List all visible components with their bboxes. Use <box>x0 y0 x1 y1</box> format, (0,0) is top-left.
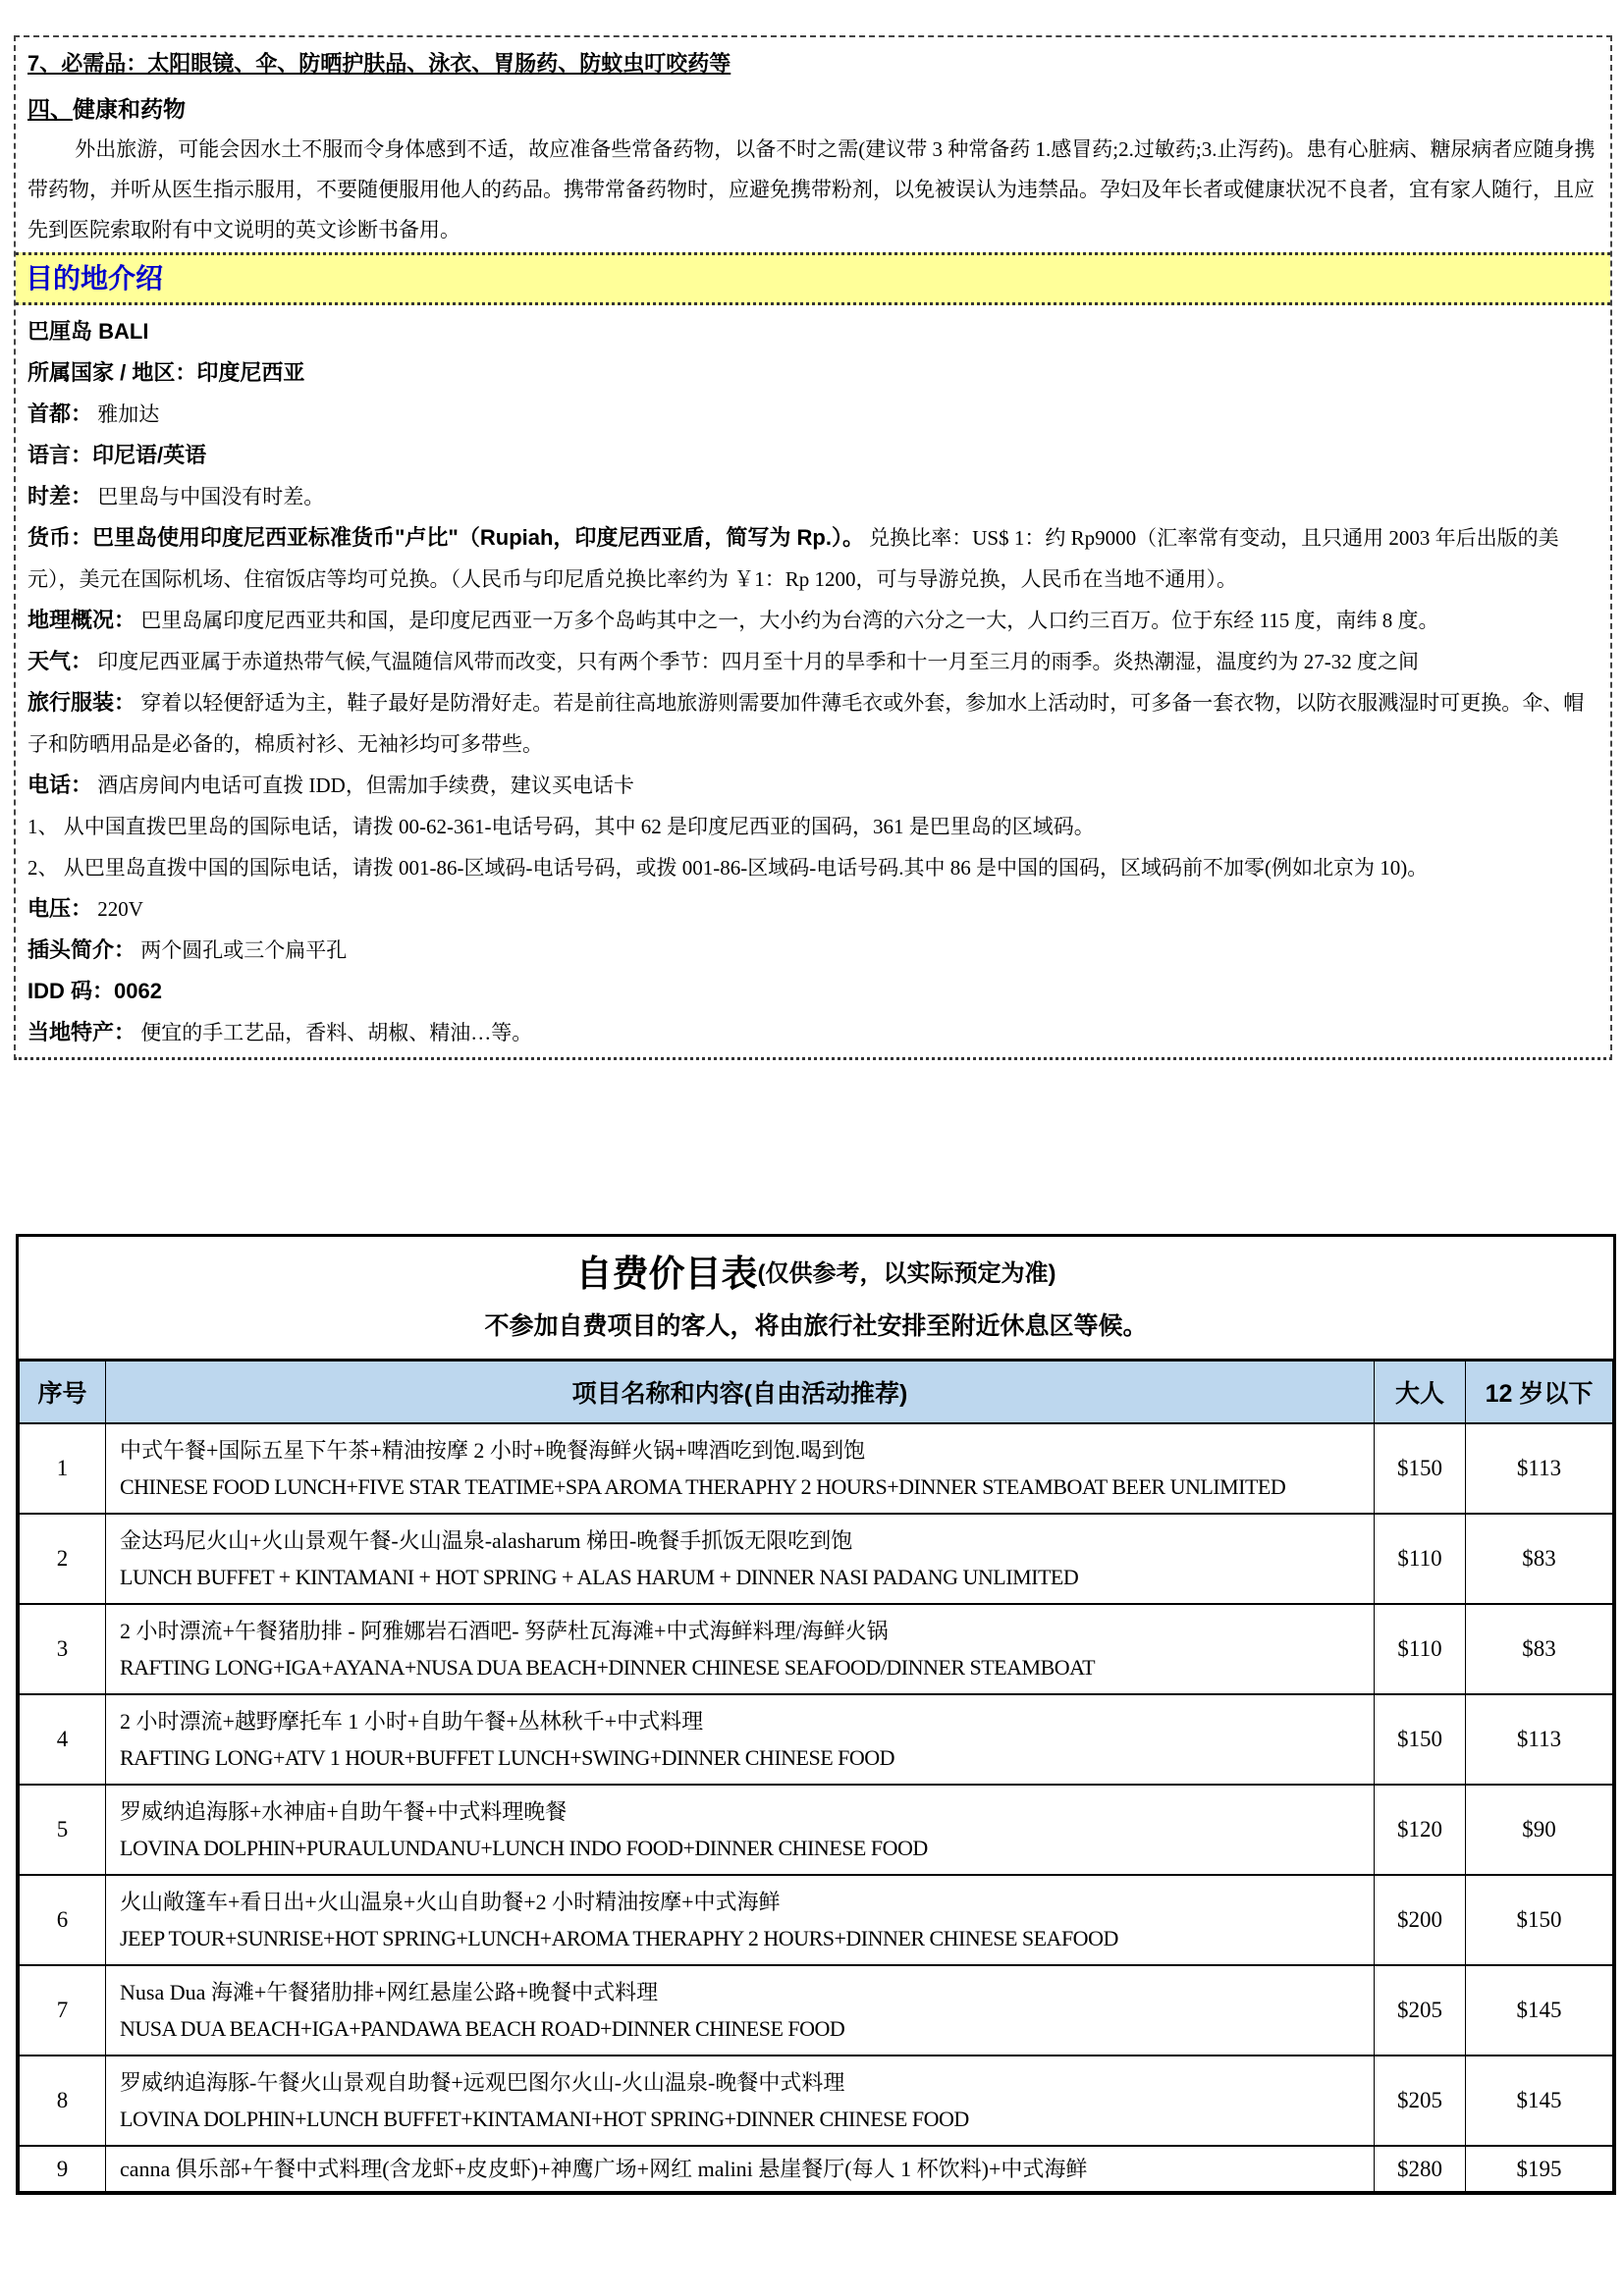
destination-info-line <box>27 847 1598 888</box>
row-number: 9 <box>20 2146 106 2192</box>
price-table-row <box>20 1604 1613 1694</box>
child-price: $145 <box>1466 1965 1613 2056</box>
price-table-row <box>20 2146 1613 2192</box>
child-price: $113 <box>1466 1694 1613 1785</box>
destination-info-section <box>16 305 1610 1057</box>
necessities-line: 7、必需品：太阳眼镜、伞、防晒护肤品、泳衣、胃肠药、防蚊虫叮咬药等 <box>27 51 731 76</box>
child-price: $83 <box>1466 1514 1613 1604</box>
price-table-title-note: (仅供参考，以实际预定为准) <box>757 1260 1056 1287</box>
item-name-chinese: 中式午餐+国际五星下午茶+精油按摩 2 小时+晚餐海鲜火锅+啤酒吃到饱.喝到饱 <box>120 1438 866 1463</box>
destination-info-text: 印度尼西亚属于赤道热带气候,气温随信风带而改变，只有两个季节：四月至十月的旱季和十一月至三月的雨季。炎热潮湿，温度约为 27-32 度之间 <box>92 650 1420 673</box>
column-header-adult: 大人 <box>1375 1362 1466 1424</box>
row-number: 7 <box>20 1965 106 2056</box>
destination-info-line <box>27 600 1598 641</box>
adult-price: $205 <box>1375 1965 1466 2056</box>
destination-info-label: 货币：巴里岛使用印度尼西亚标准货币"卢比"（Rupiah，印度尼西亚盾，简写为 Rp.）。 <box>27 525 864 550</box>
health-section-title: 健康和药物 <box>73 96 186 122</box>
destination-info-line <box>27 682 1598 765</box>
adult-price: $205 <box>1375 2056 1466 2146</box>
adult-price: $150 <box>1375 1694 1466 1785</box>
item-name-english: NUSA DUA BEACH+IGA+PANDAWA BEACH ROAD+DINNER CHINESE FOOD <box>120 2016 845 2041</box>
column-header-child: 12 岁以下 <box>1466 1362 1613 1424</box>
item-name-english: LOVINA DOLPHIN+LUNCH BUFFET+KINTAMANI+HOT SPRING+DINNER CHINESE FOOD <box>120 2107 969 2131</box>
destination-info-text: 穿着以轻便舒适为主，鞋子最好是防滑好走。若是前往高地旅游则需要加件薄毛衣或外套，参加水上活动时，可多备一套衣物，以防衣服溅湿时可更换。伞、帽子和防晒用品是必备的，棉质衬衫、无袖衫均可多带些。 <box>27 691 1585 756</box>
row-number: 8 <box>20 2056 106 2146</box>
destination-info-line <box>27 930 1598 971</box>
child-price: $90 <box>1466 1785 1613 1875</box>
item-name-english: RAFTING LONG+ATV 1 HOUR+BUFFET LUNCH+SWING+DINNER CHINESE FOOD <box>120 1745 895 1770</box>
item-name-english: CHINESE FOOD LUNCH+FIVE STAR TEATIME+SPA AROMA THERAPHY 2 HOURS+DINNER STEAMBOAT BEER UNLIMITED <box>120 1474 1286 1499</box>
price-table-row <box>20 1875 1613 1965</box>
item-name-chinese: 罗威纳追海豚-午餐火山景观自助餐+远观巴图尔火山-火山温泉-晚餐中式料理 <box>120 2070 845 2095</box>
price-table-row <box>20 1514 1613 1604</box>
child-price: $113 <box>1466 1423 1613 1514</box>
destination-info-label: IDD 码：0062 <box>27 979 162 1003</box>
item-name-chinese: Nusa Dua 海滩+午餐猪肋排+网红悬崖公路+晚餐中式料理 <box>120 1980 659 2004</box>
row-item-description <box>106 1965 1375 2056</box>
adult-price: $280 <box>1375 2146 1466 2192</box>
destination-info-label: 插头简介： <box>27 937 136 962</box>
destination-info-line <box>27 641 1598 682</box>
item-name-chinese: canna 俱乐部+午餐中式料理(含龙虾+皮皮虾)+神鹰广场+网红 malini 悬崖餐厅(每人 1 杯饮料)+中式海鲜 <box>120 2157 1088 2181</box>
destination-info-line <box>27 765 1598 806</box>
child-price: $83 <box>1466 1604 1613 1694</box>
destination-info-text: 便宜的手工艺品，香料、胡椒、精油…等。 <box>135 1021 533 1044</box>
destination-info-text: 雅加达 <box>92 402 160 426</box>
destination-info-text: 2、 从巴里岛直拨中国的国际电话，请拨 001-86-区域码-电话号码，或拨 001-86-区域码-电话号码.其中 86 是中国的国码，区域码前不加零(例如北京为 10)。 <box>27 856 1429 880</box>
row-number: 5 <box>20 1785 106 1875</box>
row-item-description <box>106 1694 1375 1785</box>
row-item-description <box>106 1785 1375 1875</box>
destination-intro-banner: 目的地介绍 <box>16 252 1610 305</box>
item-name-chinese: 2 小时漂流+午餐猪肋排 - 阿雅娜岩石酒吧- 努萨杜瓦海滩+中式海鲜料理/海鲜火锅 <box>120 1619 889 1643</box>
price-table <box>19 1361 1613 2192</box>
row-item-description <box>106 2146 1375 2192</box>
destination-info-text: 巴里岛属印度尼西亚共和国，是印度尼西亚一万多个岛屿其中之一，大小约为台湾的六分之一大，人口约三百万。位于东经 115 度，南纬 8 度。 <box>135 609 1439 632</box>
item-name-english: RAFTING LONG+IGA+AYANA+NUSA DUA BEACH+DINNER CHINESE SEAFOOD/DINNER STEAMBOAT <box>120 1655 1096 1680</box>
column-header-no: 序号 <box>20 1362 106 1424</box>
item-name-chinese: 火山敞篷车+看日出+火山温泉+火山自助餐+2 小时精油按摩+中式海鲜 <box>120 1890 781 1914</box>
travel-notes-box <box>14 35 1612 1060</box>
destination-info-line <box>27 311 1598 352</box>
adult-price: $110 <box>1375 1514 1466 1604</box>
adult-price: $200 <box>1375 1875 1466 1965</box>
child-price: $150 <box>1466 1875 1613 1965</box>
item-name-chinese: 2 小时漂流+越野摩托车 1 小时+自助午餐+丛林秋千+中式料理 <box>120 1709 704 1734</box>
destination-info-text: 1、 从中国直拨巴里岛的国际电话，请拨 00-62-361-电话号码，其中 62 是印度尼西亚的国码，361 是巴里岛的区域码。 <box>27 815 1095 838</box>
health-paragraph: 外出旅游，可能会因水土不服而令身体感到不适，故应准备些常备药物，以备不时之需(建议带 3 种常备药 1.感冒药;2.过敏药;3.止泻药)。患有心脏病、糖尿病者应随身携带药物，并听从医生指示服用，不要随便服用他人的药品。携带常备药物时，应避免携带粉剂，以免被误认为违禁品。孕妇及年长者或健康状况不良者，宜有家人随行，且应先到医院索取附有中文说明的英文诊断书备用。 <box>27 137 1596 241</box>
price-table-header-row <box>20 1362 1613 1424</box>
destination-info-label: 巴厘岛 BALI <box>27 319 149 344</box>
item-name-english: LOVINA DOLPHIN+PURAULUNDANU+LUNCH INDO FOOD+DINNER CHINESE FOOD <box>120 1836 928 1860</box>
price-table-title: 自费价目表 <box>575 1254 758 1294</box>
row-item-description <box>106 2056 1375 2146</box>
price-table-row <box>20 1423 1613 1514</box>
destination-info-label: 旅行服装： <box>27 690 136 715</box>
destination-info-line <box>27 888 1598 930</box>
destination-info-label: 电压： <box>27 896 93 921</box>
adult-price: $150 <box>1375 1423 1466 1514</box>
destination-info-line <box>27 1012 1598 1053</box>
destination-info-text: 兑换比率：US$ 1：约 Rp9000（汇率常有变动，且只通用 2003 年后出版的美元），美元在国际机场、住宿饭店等均可兑换。（人民币与印尼盾兑换比率约为 ￥1：Rp 1200，可与导游兑换，人民币在当地不通用）。 <box>27 526 1559 591</box>
column-header-item: 项目名称和内容(自由活动推荐) <box>106 1362 1375 1424</box>
item-name-english: LUNCH BUFFET + KINTAMANI + HOT SPRING + ALAS HARUM + DINNER NASI PADANG UNLIMITED <box>120 1565 1079 1589</box>
row-item-description <box>106 1875 1375 1965</box>
destination-info-label: 所属国家 / 地区：印度尼西亚 <box>27 360 305 385</box>
price-table-row <box>20 1785 1613 1875</box>
destination-info-line <box>27 971 1598 1012</box>
item-name-english: JEEP TOUR+SUNRISE+HOT SPRING+LUNCH+AROMA THERAPHY 2 HOURS+DINNER CHINESE SEAFOOD <box>120 1926 1118 1950</box>
destination-info-label: 首都： <box>27 401 93 426</box>
destination-info-line <box>27 517 1598 600</box>
health-medication-section <box>16 37 1610 252</box>
child-price: $195 <box>1466 2146 1613 2192</box>
row-number: 6 <box>20 1875 106 1965</box>
destination-info-line <box>27 435 1598 476</box>
row-number: 3 <box>20 1604 106 1694</box>
row-item-description <box>106 1604 1375 1694</box>
child-price: $145 <box>1466 2056 1613 2146</box>
adult-price: $120 <box>1375 1785 1466 1875</box>
destination-info-text: 酒店房间内电话可直拨 IDD，但需加手续费，建议买电话卡 <box>92 774 634 797</box>
price-table-header-area <box>19 1237 1613 1361</box>
destination-info-label: 电话： <box>27 773 93 797</box>
row-number: 4 <box>20 1694 106 1785</box>
destination-info-text: 巴里岛与中国没有时差。 <box>92 485 325 508</box>
destination-info-label: 语言：印尼语/英语 <box>27 443 207 467</box>
health-section-number: 四、 <box>27 96 73 122</box>
destination-info-label: 当地特产： <box>27 1020 136 1044</box>
destination-info-label: 天气： <box>27 649 93 673</box>
destination-info-text: 两个圆孔或三个扁平孔 <box>135 938 348 962</box>
price-table-row <box>20 1694 1613 1785</box>
destination-info-line <box>27 352 1598 394</box>
destination-info-label: 时差： <box>27 484 93 508</box>
row-number: 1 <box>20 1423 106 1514</box>
destination-info-line <box>27 806 1598 847</box>
adult-price: $110 <box>1375 1604 1466 1694</box>
destination-info-label: 地理概况： <box>27 608 136 632</box>
health-section-heading <box>27 88 1598 130</box>
row-number: 2 <box>20 1514 106 1604</box>
price-table-row <box>20 2056 1613 2146</box>
row-item-description <box>106 1423 1375 1514</box>
destination-info-line <box>27 394 1598 435</box>
destination-info-line <box>27 476 1598 517</box>
self-paid-price-table <box>16 1234 1616 2195</box>
destination-info-text: 220V <box>92 897 143 921</box>
item-name-chinese: 金达玛尼火山+火山景观午餐-火山温泉-alasharum 梯田-晚餐手抓饭无限吃到饱 <box>120 1528 853 1553</box>
row-item-description <box>106 1514 1375 1604</box>
price-table-subtitle: 不参加自费项目的客人，将由旅行社安排至附近休息区等候。 <box>484 1312 1148 1340</box>
item-name-chinese: 罗威纳追海豚+水神庙+自助午餐+中式料理晚餐 <box>120 1799 568 1824</box>
price-table-row <box>20 1965 1613 2056</box>
